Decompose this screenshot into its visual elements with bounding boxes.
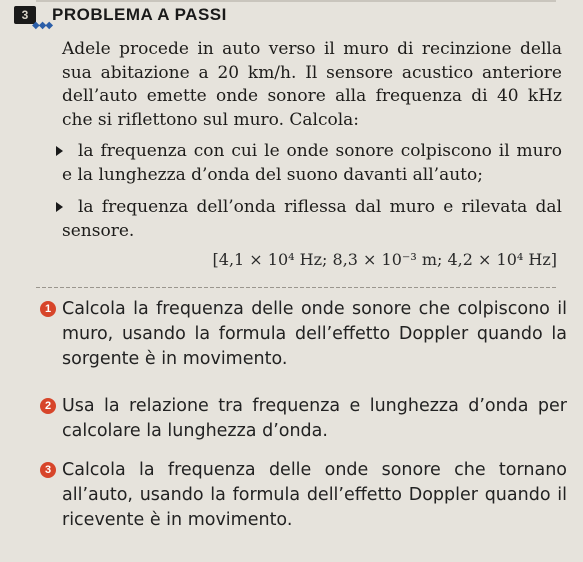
question-text: la frequenza con cui le onde sonore colpiscono il muro e la lunghezza d’onda del suono davanti all’auto; [62, 141, 562, 185]
bullet-arrow-icon [56, 146, 63, 156]
step-item [44, 394, 567, 444]
answer-key: [4,1 × 10⁴ Hz; 8,3 × 10⁻³ m; 4,2 × 10⁴ Hz] [212, 250, 557, 269]
top-rule [36, 0, 556, 2]
dashed-divider [36, 287, 556, 288]
step-number-badge: 1 [40, 301, 56, 317]
step-number-badge: 2 [40, 398, 56, 414]
step-item [44, 458, 567, 533]
exercise-title: PROBLEMA A PASSI [52, 5, 227, 24]
exercise-number-badge: 3 [14, 6, 36, 24]
question-text: la frequenza dell’onda riflessa dal muro e rilevata dal sensore. [62, 197, 562, 241]
bullet-arrow-icon [56, 202, 63, 212]
problem-statement: Adele procede in auto verso il muro di recinzione della sua abitazione a 20 km/h. Il sensore acustico anteriore dell’auto emette onde sonore alla frequenza di 40 kHz che si riflettono sul muro. Calcola: [62, 39, 562, 130]
difficulty-diamonds-icon: ◆◆◆ [32, 20, 53, 31]
step-text: Usa la relazione tra frequenza e lunghezza d’onda per calcolare la lunghezza d’onda. [62, 396, 567, 441]
question-item [62, 196, 562, 243]
step-text: Calcola la frequenza delle onde sonore che tornano all’auto, usando la formula dell’effetto Doppler quando il ricevente è in movimento. [62, 460, 567, 530]
step-number-badge: 3 [40, 462, 56, 478]
step-text: Calcola la frequenza delle onde sonore che colpiscono il muro, usando la formula dell’effetto Doppler quando la sorgente è in movimento. [62, 299, 567, 369]
question-item [62, 140, 562, 187]
step-item [44, 297, 567, 372]
